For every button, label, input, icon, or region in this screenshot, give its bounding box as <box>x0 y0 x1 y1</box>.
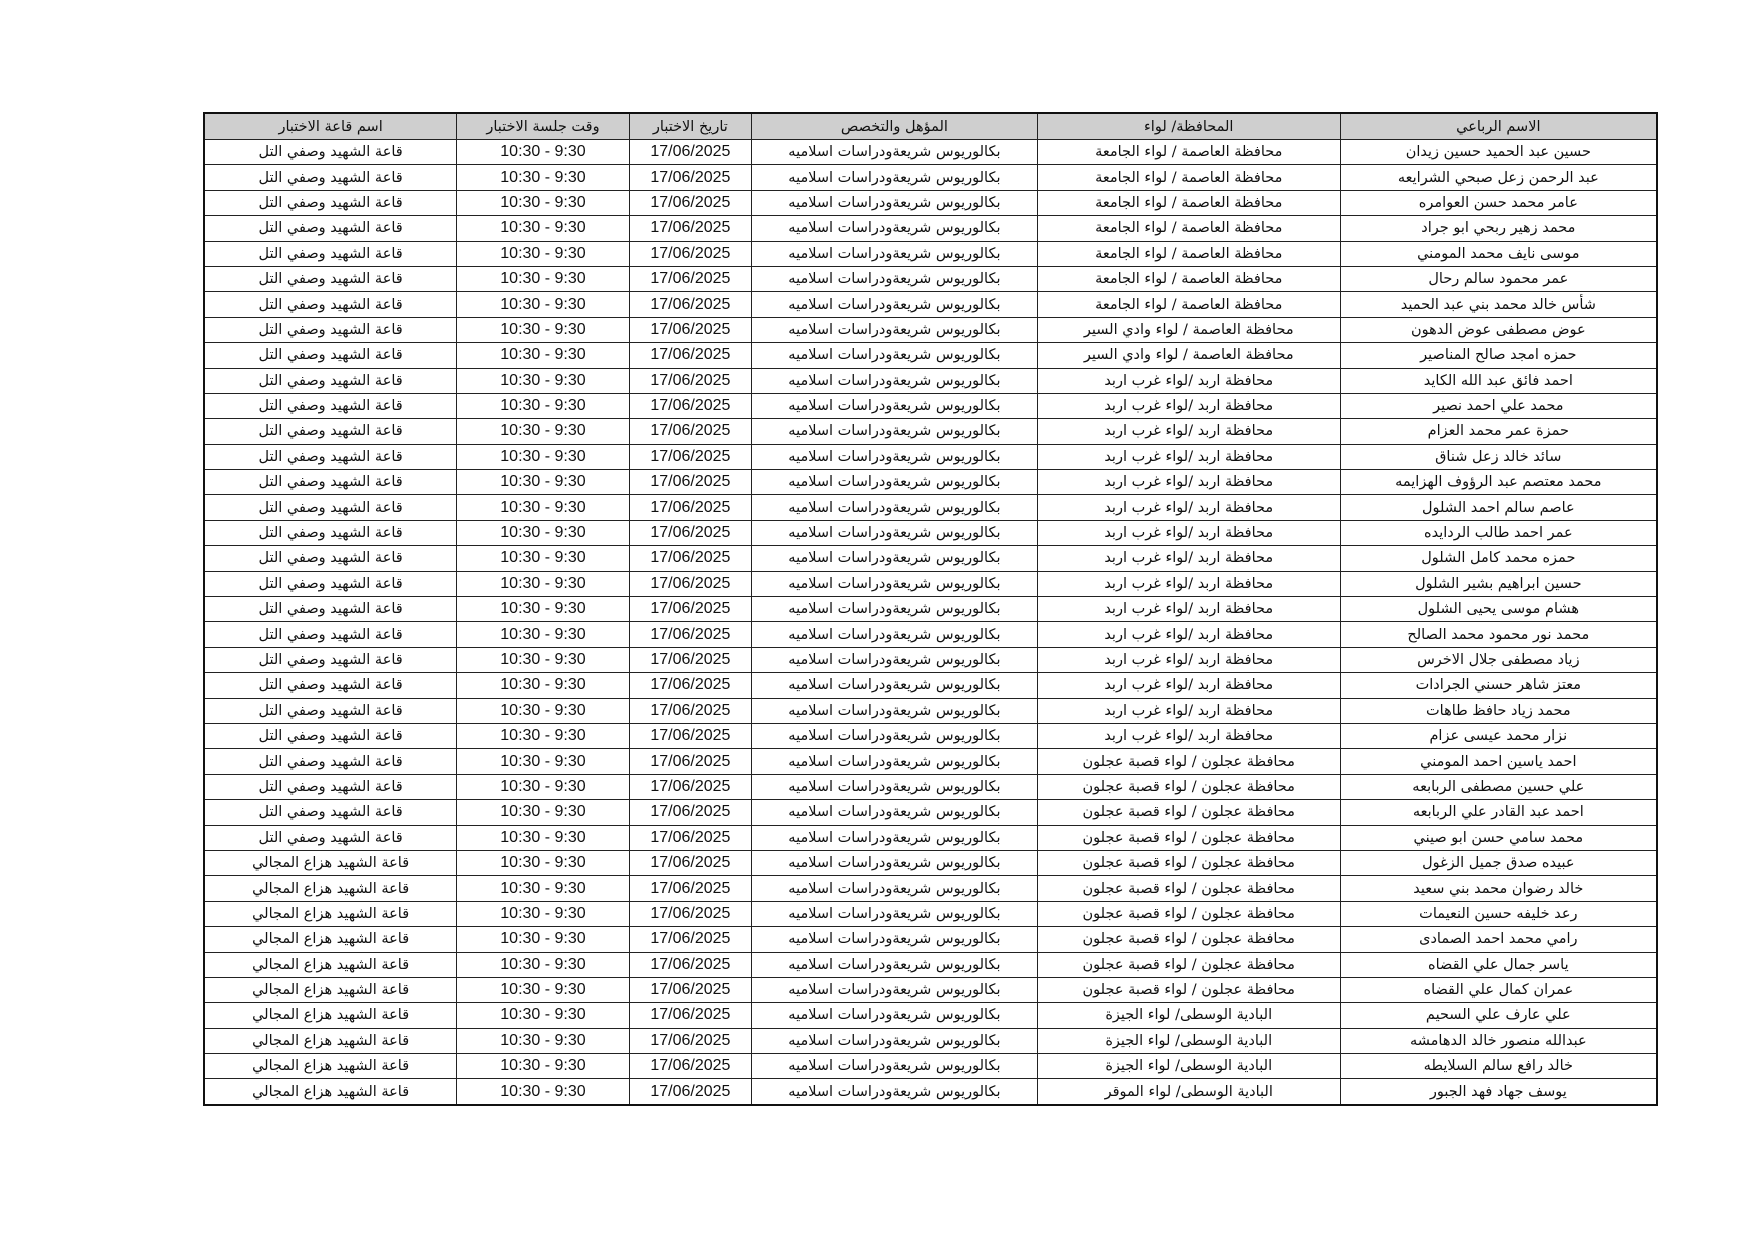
cell-exam-date: 17/06/2025 <box>629 952 751 977</box>
cell-session-time: 9:30 - 10:30 <box>457 343 629 368</box>
cell-session-time: 9:30 - 10:30 <box>457 927 629 952</box>
cell-full-name: احمد ياسين احمد المومني <box>1340 749 1657 774</box>
cell-session-time: 9:30 - 10:30 <box>457 1079 629 1105</box>
cell-exam-hall: قاعة الشهيد وصفي التل <box>204 140 457 165</box>
cell-full-name: عاصم سالم احمد الشلول <box>1340 495 1657 520</box>
cell-session-time: 9:30 - 10:30 <box>457 698 629 723</box>
table-row <box>204 673 1657 698</box>
cell-qualification: بكالوريوس شريعةودراسات اسلاميه <box>752 1079 1038 1105</box>
header-exam-hall: اسم قاعة الاختبار <box>204 113 457 140</box>
cell-exam-hall: قاعة الشهيد وصفي التل <box>204 495 457 520</box>
cell-governorate: محافظة العاصمة / لواء الجامعة <box>1037 190 1340 215</box>
header-row <box>204 113 1657 140</box>
cell-exam-date: 17/06/2025 <box>629 393 751 418</box>
cell-governorate: محافظة العاصمة / لواء الجامعة <box>1037 216 1340 241</box>
table-row <box>204 368 1657 393</box>
cell-governorate: محافظة اربد /لواء غرب اربد <box>1037 419 1340 444</box>
cell-governorate: محافظة العاصمة / لواء الجامعة <box>1037 165 1340 190</box>
cell-exam-date: 17/06/2025 <box>629 190 751 215</box>
cell-exam-date: 17/06/2025 <box>629 241 751 266</box>
cell-session-time: 9:30 - 10:30 <box>457 241 629 266</box>
cell-exam-date: 17/06/2025 <box>629 266 751 291</box>
cell-exam-date: 17/06/2025 <box>629 317 751 342</box>
cell-exam-hall: قاعة الشهيد هزاع المجالي <box>204 876 457 901</box>
table-row <box>204 444 1657 469</box>
cell-exam-date: 17/06/2025 <box>629 800 751 825</box>
cell-exam-hall: قاعة الشهيد وصفي التل <box>204 292 457 317</box>
cell-full-name: يوسف جهاد فهد الجبور <box>1340 1079 1657 1105</box>
cell-full-name: علي عارف علي السحيم <box>1340 1003 1657 1028</box>
cell-full-name: نزار محمد عيسى عزام <box>1340 723 1657 748</box>
cell-exam-date: 17/06/2025 <box>629 698 751 723</box>
table-row <box>204 698 1657 723</box>
cell-qualification: بكالوريوس شريعةودراسات اسلاميه <box>752 952 1038 977</box>
cell-qualification: بكالوريوس شريعةودراسات اسلاميه <box>752 927 1038 952</box>
cell-qualification: بكالوريوس شريعةودراسات اسلاميه <box>752 165 1038 190</box>
cell-full-name: شأس خالد محمد بني عبد الحميد <box>1340 292 1657 317</box>
cell-session-time: 9:30 - 10:30 <box>457 673 629 698</box>
cell-qualification: بكالوريوس شريعةودراسات اسلاميه <box>752 774 1038 799</box>
cell-session-time: 9:30 - 10:30 <box>457 292 629 317</box>
cell-governorate: محافظة اربد /لواء غرب اربد <box>1037 597 1340 622</box>
table-row <box>204 343 1657 368</box>
cell-full-name: عمران كمال علي القضاه <box>1340 977 1657 1002</box>
cell-full-name: احمد عبد القادر علي الربابعه <box>1340 800 1657 825</box>
cell-governorate: محافظة اربد /لواء غرب اربد <box>1037 622 1340 647</box>
cell-governorate: محافظة اربد /لواء غرب اربد <box>1037 520 1340 545</box>
table-row <box>204 800 1657 825</box>
cell-session-time: 9:30 - 10:30 <box>457 901 629 926</box>
cell-full-name: سائد خالد زعل شناق <box>1340 444 1657 469</box>
cell-full-name: عمر محمود سالم رحال <box>1340 266 1657 291</box>
exam-schedule-sheet <box>203 112 1658 1106</box>
cell-qualification: بكالوريوس شريعةودراسات اسلاميه <box>752 597 1038 622</box>
table-row <box>204 292 1657 317</box>
cell-exam-date: 17/06/2025 <box>629 622 751 647</box>
cell-exam-hall: قاعة الشهيد وصفي التل <box>204 393 457 418</box>
cell-qualification: بكالوريوس شريعةودراسات اسلاميه <box>752 1028 1038 1053</box>
cell-qualification: بكالوريوس شريعةودراسات اسلاميه <box>752 216 1038 241</box>
table-row <box>204 241 1657 266</box>
cell-exam-hall: قاعة الشهيد وصفي التل <box>204 368 457 393</box>
cell-governorate: محافظة عجلون / لواء قصبة عجلون <box>1037 977 1340 1002</box>
cell-governorate: محافظة اربد /لواء غرب اربد <box>1037 647 1340 672</box>
cell-session-time: 9:30 - 10:30 <box>457 1003 629 1028</box>
cell-governorate: محافظة اربد /لواء غرب اربد <box>1037 571 1340 596</box>
table-row <box>204 1079 1657 1105</box>
table-row <box>204 165 1657 190</box>
cell-governorate: محافظة اربد /لواء غرب اربد <box>1037 495 1340 520</box>
table-row <box>204 571 1657 596</box>
cell-session-time: 9:30 - 10:30 <box>457 850 629 875</box>
cell-full-name: محمد معتصم عبد الرؤوف الهزايمه <box>1340 470 1657 495</box>
cell-exam-hall: قاعة الشهيد وصفي التل <box>204 520 457 545</box>
cell-qualification: بكالوريوس شريعةودراسات اسلاميه <box>752 850 1038 875</box>
cell-governorate: محافظة اربد /لواء غرب اربد <box>1037 698 1340 723</box>
cell-qualification: بكالوريوس شريعةودراسات اسلاميه <box>752 673 1038 698</box>
cell-qualification: بكالوريوس شريعةودراسات اسلاميه <box>752 190 1038 215</box>
table-row <box>204 216 1657 241</box>
cell-exam-hall: قاعة الشهيد وصفي التل <box>204 317 457 342</box>
cell-session-time: 9:30 - 10:30 <box>457 723 629 748</box>
header-session-time: وقت جلسة الاختبار <box>457 113 629 140</box>
cell-qualification: بكالوريوس شريعةودراسات اسلاميه <box>752 571 1038 596</box>
cell-qualification: بكالوريوس شريعةودراسات اسلاميه <box>752 977 1038 1002</box>
cell-qualification: بكالوريوس شريعةودراسات اسلاميه <box>752 1054 1038 1079</box>
cell-exam-hall: قاعة الشهيد وصفي التل <box>204 190 457 215</box>
cell-exam-date: 17/06/2025 <box>629 673 751 698</box>
cell-full-name: حسين ابراهيم بشير الشلول <box>1340 571 1657 596</box>
table-row <box>204 266 1657 291</box>
cell-session-time: 9:30 - 10:30 <box>457 774 629 799</box>
cell-governorate: محافظة العاصمة / لواء وادي السير <box>1037 317 1340 342</box>
table-row <box>204 597 1657 622</box>
header-full-name: الاسم الرباعي <box>1340 113 1657 140</box>
cell-exam-date: 17/06/2025 <box>629 977 751 1002</box>
cell-session-time: 9:30 - 10:30 <box>457 546 629 571</box>
cell-full-name: موسى نايف محمد المومني <box>1340 241 1657 266</box>
cell-full-name: حمزة عمر محمد العزام <box>1340 419 1657 444</box>
cell-full-name: زياد مصطفى جلال الاخرس <box>1340 647 1657 672</box>
cell-full-name: احمد فائق عبد الله الكايد <box>1340 368 1657 393</box>
cell-exam-date: 17/06/2025 <box>629 470 751 495</box>
cell-session-time: 9:30 - 10:30 <box>457 1054 629 1079</box>
table-row <box>204 419 1657 444</box>
cell-qualification: بكالوريوس شريعةودراسات اسلاميه <box>752 723 1038 748</box>
cell-qualification: بكالوريوس شريعةودراسات اسلاميه <box>752 368 1038 393</box>
cell-exam-date: 17/06/2025 <box>629 546 751 571</box>
cell-exam-hall: قاعة الشهيد وصفي التل <box>204 343 457 368</box>
cell-full-name: رعد خليفه حسين النعيمات <box>1340 901 1657 926</box>
cell-exam-date: 17/06/2025 <box>629 444 751 469</box>
cell-exam-hall: قاعة الشهيد وصفي التل <box>204 470 457 495</box>
cell-exam-date: 17/06/2025 <box>629 597 751 622</box>
cell-exam-date: 17/06/2025 <box>629 647 751 672</box>
cell-exam-date: 17/06/2025 <box>629 850 751 875</box>
cell-exam-date: 17/06/2025 <box>629 774 751 799</box>
cell-exam-date: 17/06/2025 <box>629 520 751 545</box>
cell-exam-date: 17/06/2025 <box>629 901 751 926</box>
cell-exam-hall: قاعة الشهيد هزاع المجالي <box>204 1028 457 1053</box>
cell-session-time: 9:30 - 10:30 <box>457 977 629 1002</box>
cell-governorate: محافظة العاصمة / لواء الجامعة <box>1037 292 1340 317</box>
cell-exam-hall: قاعة الشهيد وصفي التل <box>204 571 457 596</box>
cell-qualification: بكالوريوس شريعةودراسات اسلاميه <box>752 825 1038 850</box>
cell-qualification: بكالوريوس شريعةودراسات اسلاميه <box>752 622 1038 647</box>
cell-exam-hall: قاعة الشهيد وصفي التل <box>204 698 457 723</box>
cell-exam-date: 17/06/2025 <box>629 165 751 190</box>
cell-governorate: محافظة اربد /لواء غرب اربد <box>1037 546 1340 571</box>
cell-session-time: 9:30 - 10:30 <box>457 495 629 520</box>
table-row <box>204 901 1657 926</box>
cell-exam-hall: قاعة الشهيد وصفي التل <box>204 647 457 672</box>
cell-session-time: 9:30 - 10:30 <box>457 571 629 596</box>
cell-exam-date: 17/06/2025 <box>629 1003 751 1028</box>
cell-session-time: 9:30 - 10:30 <box>457 597 629 622</box>
cell-governorate: محافظة عجلون / لواء قصبة عجلون <box>1037 749 1340 774</box>
cell-qualification: بكالوريوس شريعةودراسات اسلاميه <box>752 317 1038 342</box>
cell-exam-date: 17/06/2025 <box>629 1028 751 1053</box>
cell-governorate: محافظة اربد /لواء غرب اربد <box>1037 368 1340 393</box>
cell-session-time: 9:30 - 10:30 <box>457 368 629 393</box>
cell-full-name: رامي محمد احمد الصمادى <box>1340 927 1657 952</box>
table-row <box>204 1054 1657 1079</box>
table-row <box>204 876 1657 901</box>
cell-exam-hall: قاعة الشهيد وصفي التل <box>204 546 457 571</box>
cell-exam-date: 17/06/2025 <box>629 216 751 241</box>
cell-qualification: بكالوريوس شريعةودراسات اسلاميه <box>752 800 1038 825</box>
cell-exam-hall: قاعة الشهيد هزاع المجالي <box>204 901 457 926</box>
cell-exam-hall: قاعة الشهيد وصفي التل <box>204 774 457 799</box>
cell-exam-date: 17/06/2025 <box>629 723 751 748</box>
cell-full-name: عوض مصطفى عوض الدهون <box>1340 317 1657 342</box>
cell-session-time: 9:30 - 10:30 <box>457 393 629 418</box>
table-row <box>204 749 1657 774</box>
cell-full-name: حمزه امجد صالح المناصير <box>1340 343 1657 368</box>
cell-exam-date: 17/06/2025 <box>629 1054 751 1079</box>
cell-qualification: بكالوريوس شريعةودراسات اسلاميه <box>752 266 1038 291</box>
table-row <box>204 520 1657 545</box>
cell-exam-date: 17/06/2025 <box>629 368 751 393</box>
cell-governorate: البادية الوسطى/ لواء الجيزة <box>1037 1003 1340 1028</box>
cell-full-name: خالد رافع سالم السلايطه <box>1340 1054 1657 1079</box>
cell-qualification: بكالوريوس شريعةودراسات اسلاميه <box>752 241 1038 266</box>
cell-session-time: 9:30 - 10:30 <box>457 800 629 825</box>
cell-qualification: بكالوريوس شريعةودراسات اسلاميه <box>752 546 1038 571</box>
cell-qualification: بكالوريوس شريعةودراسات اسلاميه <box>752 698 1038 723</box>
table-row <box>204 723 1657 748</box>
cell-full-name: ياسر جمال علي القضاه <box>1340 952 1657 977</box>
cell-full-name: عبدالله منصور خالد الدهامشه <box>1340 1028 1657 1053</box>
cell-governorate: محافظة عجلون / لواء قصبة عجلون <box>1037 927 1340 952</box>
table-row <box>204 825 1657 850</box>
cell-session-time: 9:30 - 10:30 <box>457 1028 629 1053</box>
cell-session-time: 9:30 - 10:30 <box>457 470 629 495</box>
table-row <box>204 622 1657 647</box>
cell-governorate: محافظة اربد /لواء غرب اربد <box>1037 673 1340 698</box>
cell-full-name: حمزه محمد كامل الشلول <box>1340 546 1657 571</box>
cell-session-time: 9:30 - 10:30 <box>457 165 629 190</box>
table-row <box>204 1028 1657 1053</box>
cell-governorate: محافظة العاصمة / لواء الجامعة <box>1037 241 1340 266</box>
cell-governorate: البادية الوسطى/ لواء الجيزة <box>1037 1054 1340 1079</box>
cell-full-name: حسين عبد الحميد حسين زيدان <box>1340 140 1657 165</box>
cell-session-time: 9:30 - 10:30 <box>457 444 629 469</box>
cell-session-time: 9:30 - 10:30 <box>457 749 629 774</box>
cell-full-name: علي حسين مصطفى الربابعه <box>1340 774 1657 799</box>
cell-qualification: بكالوريوس شريعةودراسات اسلاميه <box>752 1003 1038 1028</box>
table-row <box>204 774 1657 799</box>
table-row <box>204 317 1657 342</box>
cell-exam-hall: قاعة الشهيد هزاع المجالي <box>204 977 457 1002</box>
cell-governorate: البادية الوسطى/ لواء الموقر <box>1037 1079 1340 1105</box>
exam-schedule-table <box>203 112 1658 1106</box>
cell-exam-hall: قاعة الشهيد وصفي التل <box>204 622 457 647</box>
cell-exam-hall: قاعة الشهيد وصفي التل <box>204 800 457 825</box>
cell-full-name: محمد سامي حسن ابو صيني <box>1340 825 1657 850</box>
cell-qualification: بكالوريوس شريعةودراسات اسلاميه <box>752 444 1038 469</box>
cell-exam-hall: قاعة الشهيد هزاع المجالي <box>204 1003 457 1028</box>
cell-exam-hall: قاعة الشهيد وصفي التل <box>204 673 457 698</box>
cell-governorate: محافظة عجلون / لواء قصبة عجلون <box>1037 774 1340 799</box>
cell-full-name: محمد نور محمود محمد الصالح <box>1340 622 1657 647</box>
cell-exam-hall: قاعة الشهيد هزاع المجالي <box>204 927 457 952</box>
cell-session-time: 9:30 - 10:30 <box>457 876 629 901</box>
cell-full-name: خالد رضوان محمد بني سعيد <box>1340 876 1657 901</box>
cell-exam-hall: قاعة الشهيد وصفي التل <box>204 825 457 850</box>
table-row <box>204 495 1657 520</box>
cell-exam-hall: قاعة الشهيد وصفي التل <box>204 597 457 622</box>
cell-governorate: محافظة عجلون / لواء قصبة عجلون <box>1037 850 1340 875</box>
cell-full-name: عمر احمد طالب الردايده <box>1340 520 1657 545</box>
cell-exam-date: 17/06/2025 <box>629 419 751 444</box>
table-row <box>204 952 1657 977</box>
cell-session-time: 9:30 - 10:30 <box>457 317 629 342</box>
cell-governorate: محافظة العاصمة / لواء وادي السير <box>1037 343 1340 368</box>
cell-governorate: محافظة عجلون / لواء قصبة عجلون <box>1037 800 1340 825</box>
cell-session-time: 9:30 - 10:30 <box>457 190 629 215</box>
cell-governorate: محافظة العاصمة / لواء الجامعة <box>1037 266 1340 291</box>
table-header <box>204 113 1657 140</box>
cell-session-time: 9:30 - 10:30 <box>457 647 629 672</box>
cell-exam-hall: قاعة الشهيد وصفي التل <box>204 165 457 190</box>
cell-governorate: محافظة عجلون / لواء قصبة عجلون <box>1037 901 1340 926</box>
cell-qualification: بكالوريوس شريعةودراسات اسلاميه <box>752 901 1038 926</box>
header-governorate: المحافظة/ لواء <box>1037 113 1340 140</box>
table-row <box>204 647 1657 672</box>
cell-session-time: 9:30 - 10:30 <box>457 419 629 444</box>
cell-session-time: 9:30 - 10:30 <box>457 266 629 291</box>
cell-full-name: عبيده صدق جميل الزغول <box>1340 850 1657 875</box>
cell-session-time: 9:30 - 10:30 <box>457 216 629 241</box>
cell-exam-date: 17/06/2025 <box>629 140 751 165</box>
cell-governorate: محافظة العاصمة / لواء الجامعة <box>1037 140 1340 165</box>
cell-session-time: 9:30 - 10:30 <box>457 520 629 545</box>
cell-exam-date: 17/06/2025 <box>629 927 751 952</box>
cell-exam-date: 17/06/2025 <box>629 825 751 850</box>
cell-governorate: محافظة عجلون / لواء قصبة عجلون <box>1037 876 1340 901</box>
cell-qualification: بكالوريوس شريعةودراسات اسلاميه <box>752 749 1038 774</box>
cell-exam-hall: قاعة الشهيد هزاع المجالي <box>204 1054 457 1079</box>
cell-exam-date: 17/06/2025 <box>629 495 751 520</box>
cell-exam-date: 17/06/2025 <box>629 571 751 596</box>
cell-exam-hall: قاعة الشهيد هزاع المجالي <box>204 952 457 977</box>
cell-full-name: محمد زياد حافظ طاهات <box>1340 698 1657 723</box>
cell-qualification: بكالوريوس شريعةودراسات اسلاميه <box>752 470 1038 495</box>
cell-qualification: بكالوريوس شريعةودراسات اسلاميه <box>752 495 1038 520</box>
cell-exam-hall: قاعة الشهيد وصفي التل <box>204 216 457 241</box>
table-row <box>204 140 1657 165</box>
cell-full-name: عبد الرحمن زعل صبحي الشرايعه <box>1340 165 1657 190</box>
cell-governorate: محافظة اربد /لواء غرب اربد <box>1037 444 1340 469</box>
table-row <box>204 850 1657 875</box>
cell-exam-hall: قاعة الشهيد وصفي التل <box>204 266 457 291</box>
cell-exam-date: 17/06/2025 <box>629 749 751 774</box>
cell-exam-hall: قاعة الشهيد هزاع المجالي <box>204 850 457 875</box>
cell-exam-hall: قاعة الشهيد وصفي التل <box>204 419 457 444</box>
cell-exam-hall: قاعة الشهيد وصفي التل <box>204 723 457 748</box>
cell-session-time: 9:30 - 10:30 <box>457 622 629 647</box>
table-row <box>204 546 1657 571</box>
cell-exam-date: 17/06/2025 <box>629 343 751 368</box>
table-row <box>204 1003 1657 1028</box>
table-row <box>204 470 1657 495</box>
cell-session-time: 9:30 - 10:30 <box>457 140 629 165</box>
cell-exam-hall: قاعة الشهيد وصفي التل <box>204 241 457 266</box>
cell-exam-hall: قاعة الشهيد هزاع المجالي <box>204 1079 457 1105</box>
cell-exam-hall: قاعة الشهيد وصفي التل <box>204 444 457 469</box>
cell-full-name: محمد زهير ربحي ابو جراد <box>1340 216 1657 241</box>
cell-qualification: بكالوريوس شريعةودراسات اسلاميه <box>752 140 1038 165</box>
cell-governorate: البادية الوسطى/ لواء الجيزة <box>1037 1028 1340 1053</box>
cell-full-name: محمد علي احمد نصير <box>1340 393 1657 418</box>
cell-exam-date: 17/06/2025 <box>629 876 751 901</box>
cell-governorate: محافظة عجلون / لواء قصبة عجلون <box>1037 825 1340 850</box>
cell-exam-hall: قاعة الشهيد وصفي التل <box>204 749 457 774</box>
cell-qualification: بكالوريوس شريعةودراسات اسلاميه <box>752 520 1038 545</box>
cell-full-name: هشام موسى يحيى الشلول <box>1340 597 1657 622</box>
cell-session-time: 9:30 - 10:30 <box>457 825 629 850</box>
cell-full-name: معتز شاهر حسني الجرادات <box>1340 673 1657 698</box>
cell-governorate: محافظة اربد /لواء غرب اربد <box>1037 470 1340 495</box>
cell-qualification: بكالوريوس شريعةودراسات اسلاميه <box>752 647 1038 672</box>
cell-qualification: بكالوريوس شريعةودراسات اسلاميه <box>752 419 1038 444</box>
cell-exam-date: 17/06/2025 <box>629 1079 751 1105</box>
cell-session-time: 9:30 - 10:30 <box>457 952 629 977</box>
cell-qualification: بكالوريوس شريعةودراسات اسلاميه <box>752 876 1038 901</box>
header-qualification: المؤهل والتخصص <box>752 113 1038 140</box>
table-row <box>204 927 1657 952</box>
cell-qualification: بكالوريوس شريعةودراسات اسلاميه <box>752 343 1038 368</box>
table-body <box>204 140 1657 1105</box>
cell-governorate: محافظة عجلون / لواء قصبة عجلون <box>1037 952 1340 977</box>
header-exam-date: تاريخ الاختبار <box>629 113 751 140</box>
cell-full-name: عامر محمد حسن العوامره <box>1340 190 1657 215</box>
table-row <box>204 393 1657 418</box>
cell-qualification: بكالوريوس شريعةودراسات اسلاميه <box>752 292 1038 317</box>
cell-governorate: محافظة اربد /لواء غرب اربد <box>1037 723 1340 748</box>
table-row <box>204 977 1657 1002</box>
table-row <box>204 190 1657 215</box>
cell-governorate: محافظة اربد /لواء غرب اربد <box>1037 393 1340 418</box>
cell-qualification: بكالوريوس شريعةودراسات اسلاميه <box>752 393 1038 418</box>
cell-exam-date: 17/06/2025 <box>629 292 751 317</box>
